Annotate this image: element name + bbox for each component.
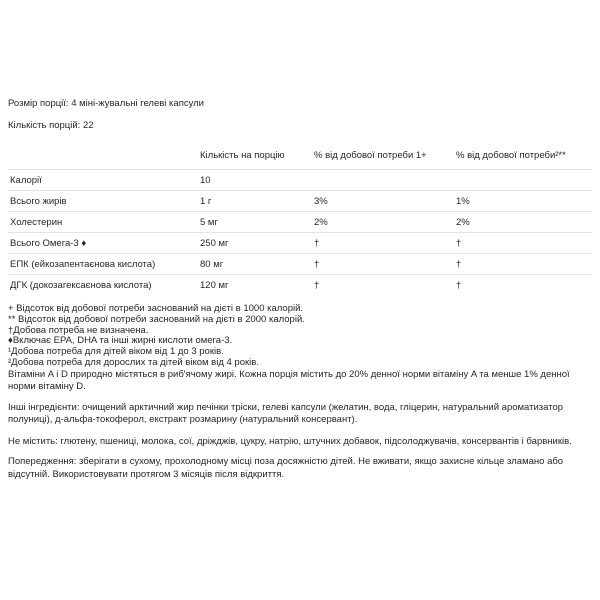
- nutrient-dv-adults: †: [454, 254, 592, 275]
- nutrient-dv-children: †: [314, 279, 320, 291]
- footnote: + Відсоток від добової потреби заснований на дієті в 1000 калорій.: [8, 303, 304, 314]
- nutrient-dv-children: [312, 170, 454, 191]
- nutrient-dv-adults: †: [456, 279, 462, 291]
- nutrient-dv-adults: †: [454, 233, 592, 254]
- footnote: ♦Включає EPA, DHA та інші жирні кислоти омега-3.: [8, 335, 233, 347]
- table-row: [8, 233, 592, 254]
- nutrient-amount: 120 мг: [200, 279, 229, 291]
- table-row: [8, 254, 592, 275]
- nutrient-dv-children: 3%: [312, 191, 454, 212]
- nutrient-name: Холестерин: [8, 212, 198, 233]
- nutrient-dv-adults: [454, 170, 592, 191]
- other-ingredients: Інші інгредієнти: очищений арктичний жир печінки тріски, гелеві капсули (желатин, вода, гліцерин, натуральний ароматизатор полуниці), д-альфа-токоферол, екстракт розмарину (натуральний консервант).: [8, 401, 564, 426]
- table-header-row: [8, 141, 592, 170]
- nutrient-amount: 250 мг: [198, 233, 312, 254]
- servings-count: Кількість порцій: 22: [8, 120, 94, 131]
- nutrient-amount: 5 мг: [198, 212, 312, 233]
- table-row: [8, 212, 592, 233]
- header-dv-children: % від добової потреби 1+: [312, 141, 454, 170]
- vitamin-note: Вітаміни A і D природно містяться в риб'ячому жирі. Кожна порція містить до 20% денної норми вітаміну A та менше 1% денної норми вітаміну D.: [8, 368, 570, 393]
- nutrient-amount: 1 г: [198, 191, 312, 212]
- nutrient-name: Всього жирів: [8, 191, 198, 212]
- footnote: ** Відсоток від добової потреби заснований на дієті в 2000 калорій.: [8, 313, 305, 325]
- nutrient-amount: 10: [198, 170, 312, 191]
- free-from-statement: Не містить: глютену, пшениці, молока, сої, дріжджів, цукру, натрію, штучних добавок, підсолоджувачів, консервантів і барвників.: [8, 435, 572, 447]
- table-row: [8, 275, 592, 296]
- table-row: [8, 170, 592, 191]
- nutrient-dv-adults: 1%: [454, 191, 592, 212]
- nutrition-table: [8, 141, 592, 295]
- footnote: †Добова потреба не визначена.: [8, 324, 149, 336]
- nutrient-dv-adults: 2%: [454, 212, 592, 233]
- footnotes: [8, 304, 592, 394]
- nutrient-name: ЕПК (ейкозапентаєнова кислота): [8, 254, 198, 275]
- nutrient-amount: 80 мг: [198, 254, 312, 275]
- footnote: ²Добова потреба для дорослих та дітей віком від 4 років.: [8, 356, 259, 368]
- nutrient-dv-children: 2%: [312, 212, 454, 233]
- footnote: ¹Добова потреба для дітей віком від 1 до 3 років.: [8, 346, 224, 358]
- nutrient-dv-children: †: [312, 254, 454, 275]
- warning-statement: Попередження: зберігати в сухому, прохолодному місці поза досяжністю дітей. Не вживати, якщо захисне кільце зламано або відсутній. Використовувати протягом 3 місяців після відкриття.: [8, 456, 564, 480]
- header-dv-adults: % від добової потреби²**: [454, 141, 592, 170]
- nutrient-name: Калорії: [8, 170, 198, 191]
- serving-size: Розмір порції: 4 міні-жувальні гелеві капсули: [8, 98, 204, 109]
- supplement-facts-panel: [8, 98, 592, 481]
- nutrient-name: Всього Омега-3 ♦: [8, 233, 198, 254]
- header-nutrient: [8, 141, 198, 170]
- nutrient-name: ДГК (докозагексаєнова кислота): [10, 279, 152, 291]
- header-amount: Кількість на порцію: [198, 141, 312, 170]
- table-row: [8, 191, 592, 212]
- nutrient-dv-children: †: [312, 233, 454, 254]
